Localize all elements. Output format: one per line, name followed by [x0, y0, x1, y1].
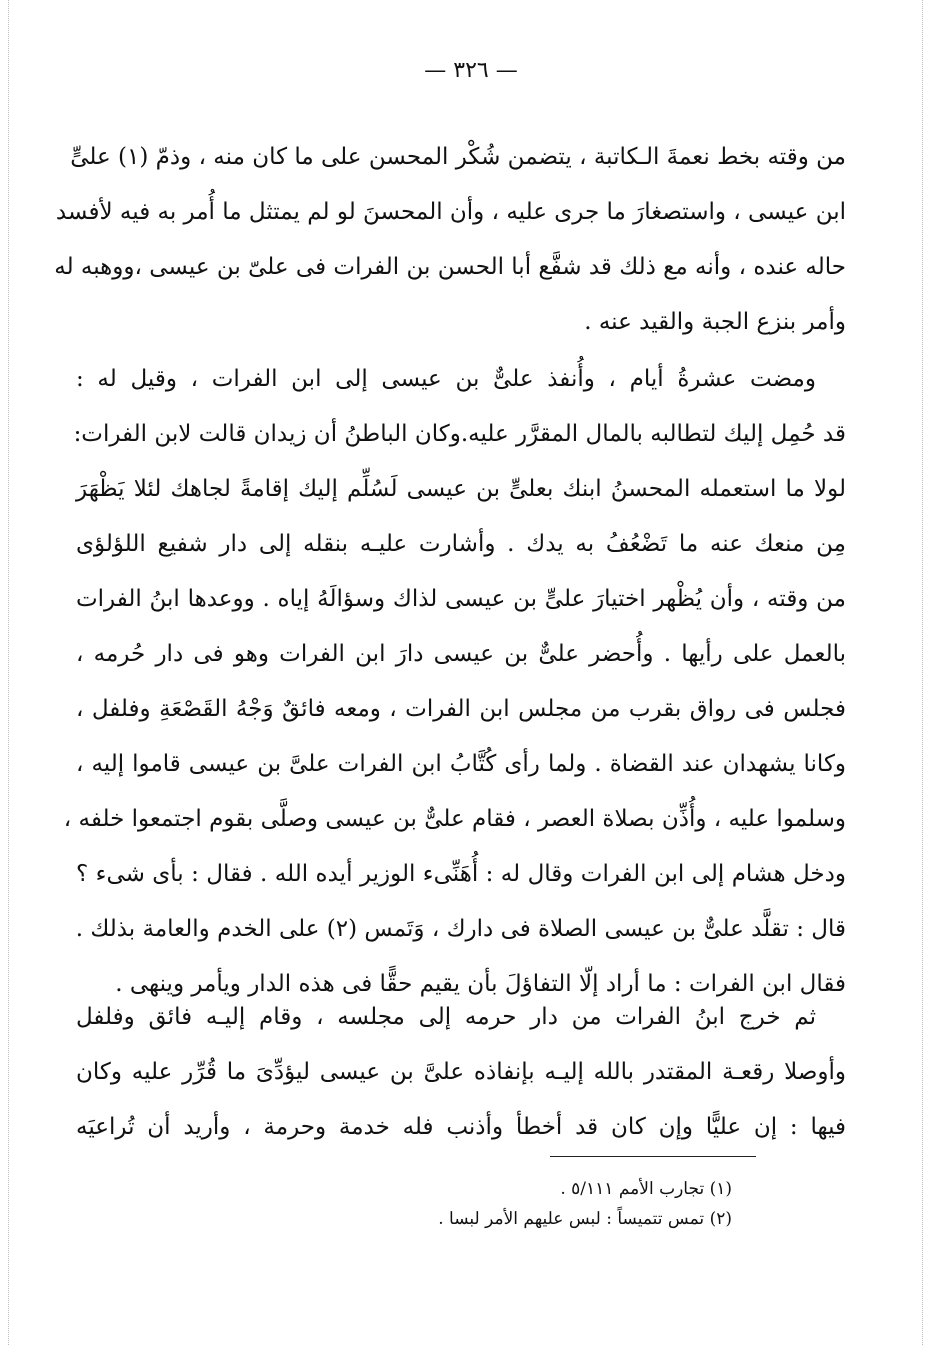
text-line: وكانا يشهدان عند القضاة . ولما رأى كُتَّابُ ابن الفرات علىَّ بن عيسى قاموا إليه ،	[76, 751, 846, 777]
text-line: وأوصلا رقعـة المقتدر بالله إليـه بإنفاذه علىَّ بن عيسى ليؤدِّىَ ما قُرِّر عليه وكان	[76, 1059, 846, 1085]
paragraph-1	[54, 130, 846, 350]
text-line: من وقته ، وأن يُظْهر اختيارَ علىٍّ بن عيسى لذاك وسؤالَهُ إياه . ووعدها ابنُ الفرات	[76, 586, 846, 612]
text-line: وسلموا عليه ، وأُذِّن بصلاة العصر ، فقام علىٌّ بن عيسى وصلَّى بقوم اجتمعوا خلفه ،	[63, 806, 846, 832]
paragraph-2	[63, 352, 846, 1012]
text-line: بالعمل على رأيها . وأُحضر علىٌّ بن عيسى دارَ ابن الفرات وهو فى دار حُرمه ،	[76, 641, 846, 667]
text-line: لولا ما استعمله المحسنُ ابنك بعلىٍّ بن عيسى لَسُلِّم إليك إقامةً لجاهك لئلا يَظْهَرَ	[76, 476, 846, 502]
text-line: فيها : إن عليًّا وإن كان قد أخطأ وأذنب فله خدمة وحرمة ، وأريد أن تُراعيَه	[76, 1114, 846, 1140]
scan-edge-left	[8, 0, 9, 1345]
footnote-divider	[550, 1156, 756, 1157]
text-line: ومضت عشرةُ أيام ، وأُنفذ علىٌّ بن عيسى إلى ابن الفرات ، وقيل له :	[76, 366, 816, 392]
text-line: ودخل هشام إلى ابن الفرات وقال له : أُهَنِّىء الوزير أيده الله . فقال : بأى شىء ؟	[76, 861, 846, 887]
text-line: مِن منعك عنه ما تَضْعُفُ به يدك . وأشارت عليـه بنقله إلى دار شفيع اللؤلؤى	[76, 531, 846, 557]
text-line: قد حُمِل إليك لتطالبه بالمال المقرَّر عليه.وكان الباطنُ أن زيدان قالت لابن الفرات:	[73, 421, 846, 447]
text-line: وأمر بنزع الجبة والقيد عنه .	[584, 309, 846, 335]
footnote-2: (٢) تمس تتميساً : لبس عليهم الأمر لبسا .	[438, 1209, 732, 1229]
text-line: قال : تقلَّد علىٌّ بن عيسى الصلاة فى دارك ، وَتَمس (٢) على الخدم والعامة بذلك .	[75, 916, 846, 942]
paragraph-3	[76, 990, 846, 1155]
footnote-1: (١) تجارب الأمم ٥/١١١ .	[560, 1179, 732, 1199]
text-line: من وقته بخط نعمةَ الـكاتبة ، يتضمن شُكْر المحسن على ما كان منه ، وذمّ (١) علىٍّ	[70, 144, 846, 170]
footnotes	[312, 1174, 732, 1234]
scan-edge-right	[922, 0, 923, 1345]
text-line: ثم خرج ابنُ الفرات من دار حرمه إلى مجلسه ، وقام إليـه فائق وفلفل	[76, 1004, 816, 1030]
text-line: ابن عيسى ، واستصغارَ ما جرى عليه ، وأن المحسنَ لو لم يمتثل ما أُمر به فيه لأفسد	[55, 199, 846, 225]
text-line: حاله عنده ، وأنه مع ذلك قد شفَّع أبا الحسن بن الفرات فى علىّ بن عيسى ،ووهبه له	[54, 254, 846, 280]
text-line: فقال ابن الفرات : ما أراد إلّا التفاؤلَ بأن يقيم حقًّا فى هذه الدار ويأمر وينهى .	[115, 971, 846, 997]
page-number: — ٣٢٦ —	[424, 58, 518, 83]
text-line: فجلس فى رواق بقرب من مجلس ابن الفرات ، ومعه فائقٌ وَجْهُ القَصْعَةِ وفلفل ،	[76, 696, 846, 722]
